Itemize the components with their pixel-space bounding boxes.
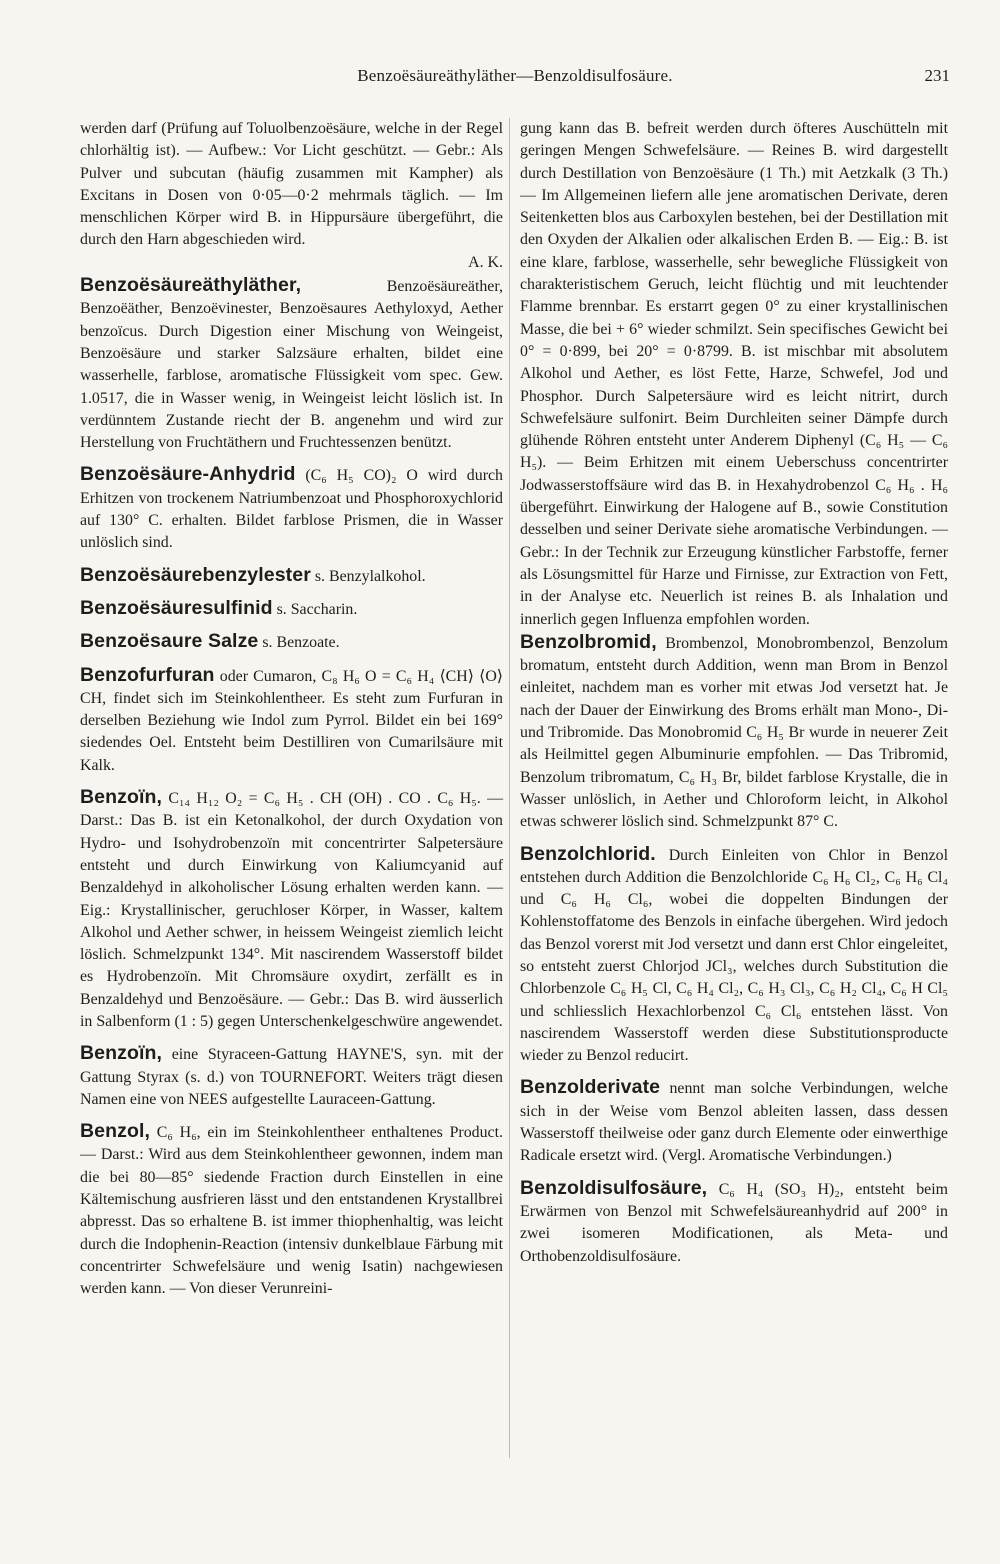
entry-body: s. Benzylalkohol. [310,567,426,585]
entry-headword: Benzol, [80,1120,151,1143]
entry-headword: Benzoësäurebenzylester [80,563,311,586]
entry-headword: Benzofurfuran [80,663,215,686]
entry-body: nennt man solche Verbindungen, welche sich in der Weise vom Benzol ableiten lassen, dass dessen Wasserstoff theilweise oder ganz durch Elemente oder einwerthige Radicale ersetzt wird. (Vergl. Aromatische Verbindungen.) [520,1080,948,1165]
text-paragraph: werden darf (Prüfung auf Toluolbenzoësäure, welche in der Regel chlorhältig ist). — Aufbew.: Vor Licht geschützt. — Gebr.: Als Pulver und subcutan (häufig zusammen mit Kampher) als Excitans in Dosen von 0·05—0·2 mehrmals täglich. — Im menschlichen Körper wird B. in Hippursäure übergeführt, die durch den Harn abgeschieden wird. [80,120,503,249]
entry-body: Brombenzol, Monobrombenzol, Benzolum bromatum, entsteht durch Addition, wenn man Brom in Benzol einleitet, nachdem man es vorher mit etwas Jod versetzt hat. Je nach der Dauer der Einwirkung des Broms erhält man Mono-, Di- und Tribromide. Das Monobromid C₆ H₅ Br wurde in neuerer Zeit als Heilmittel gegen Albuminurie empfohlen. — Das Tribromid, Benzolum tribromatum, C₆ H₃ Br, bildet farblose Krystalle, die in Wasser unlöslich, in Aether und Chloroform leicht, in Alkohol etwas schwerer löslich sind. Schmelzpunkt 87° C. [520,634,948,831]
dictionary-entry [520,843,948,1068]
left-column [80,118,503,1301]
entry-body: C₁₄ H₁₂ O₂ = C₆ H₅ . CH (OH) . CO . C₆ H₅. — Darst.: Das B. ist ein Ketonalkohol, der durch Oxydation von Hydro- und Isohydrobenzoïn mit concentrirter Salpetersäure entsteht und durch Einwirkung von Kaliumcyanid auf Benzaldehyd in alkoholischer Lösung erhalten werden kann. — Eig.: Krystallinischer, geruchloser Körper, in Wasser, kaltem Alkohol und Aether schwer, in heissem Weingeist ziemlich leicht löslich. Schmelzpunkt 134°. Mit nascirendem Wasserstoff bildet es Hydrobenzoïn. Mit Chromsäure oxydirt, zerfällt es in Benzaldehyd und Benzoësäure. — Gebr.: Das B. wird äusserlich in Salbenform (1 : 5) gegen Unterschenkelgeschwüre angewendet. [80,790,503,1030]
entry-body: Benzoësäureäther, Benzoëäther, Benzoëvinester, Benzoësaures Aethyloxyd, Aether benzoïcus. Durch Digestion einer Mischung von Weingeist, Benzoësäure und starker Salzsäure erhalten, bildet eine wasserhelle, farblose, aromatische Flüssigkeit vom spec. Gew. 1.0517, die in Wasser wenig, in Weingeist leicht löslich ist. In verdünntem Zustande riecht der B. angenehm und wird zur Herstellung von Fruchtäthern und Fruchtessenzen benützt. [80,278,503,452]
entry-headword: Benzoësäureäthyläther, [80,274,302,297]
author-signature: A. K. [468,253,503,271]
entry-headword: Benzoldisulfosäure, [520,1176,708,1199]
entry-body: s. Benzoate. [258,634,340,652]
entry-body: Durch Einleiten von Chlor in Benzol entstehen durch Addition die Benzolchloride C₆ H₆ Cl₂, C₆ H₆ Cl₄ und C₆ H₆ Cl₆, wobei die doppelten Bindungen der Kohlenstoffatome des Benzols in einfache übergehen. Wird jedoch das Benzol vorerst mit Jod versetzt und dann erst Chlor eingeleitet, so entsteht zuerst Chlorjod JCl₃, welches durch Substitution die Chlorbenzole C₆ H₅ Cl, C₆ H₄ Cl₂, C₆ H₃ Cl₃, C₆ H₂ Cl₄, C₆ H Cl₅ und schliesslich Hexachlorbenzol C₆ Cl₆ entstehen lässt. Von nascirendem Wasserstoff werden diese Substitutionsproducte wieder zu Benzol reducirt. [520,846,948,1065]
entry-body: C₆ H₆, ein im Steinkohlentheer enthaltenes Product. — Darst.: Wird aus dem Steinkohlentheer gewonnen, indem man die bei 80—85° siedende Fraction durch Einstellen in eine Kältemischung ausfrieren lässt und den entstandenen Krystallbrei abpresst. Das so erhaltene B. ist immer thiophenhaltig, was leicht durch die Indophenin-Reaction (intensiv dunkelblaue Färbung mit concentrirter Schwefelsäure und wenig Isatin) nachgewiesen werden kann. — Von dieser Verunreini- [80,1124,503,1298]
running-header [80,66,950,90]
entry-body: eine Styraceen-Gattung HAYNE'S, syn. mit der Gattung Styrax (s. d.) von TOURNEFORT. Weiters trägt diesen Namen eine von NEES aufgestellte Lauraceen-Gattung. [80,1046,503,1108]
dictionary-entry [80,274,503,454]
dictionary-entry [520,631,948,834]
entry-headword: Benzoësaure Salze [80,630,259,653]
entry-headword: Benzolbromid, [520,630,657,653]
entry-headword: Benzoïn, [80,1042,163,1065]
page-number: 231 [924,66,950,85]
entry-body: C₆ H₄ (SO₃ H)₂, entsteht beim Erwärmen von Benzol mit Schwefelsäureanhydrid auf 200° in zwei isomeren Modificationen, als Meta- und Orthobenzoldisulfosäure. [520,1180,948,1265]
entry-headword: Benzoïn, [80,786,163,809]
dictionary-entry [80,1120,503,1300]
entry-headword: Benzolchlorid. [520,842,656,865]
entry-headword: Benzolderivate [520,1076,661,1099]
dictionary-entry [80,463,503,554]
dictionary-entry [80,786,503,1033]
dictionary-entry [520,1076,948,1167]
dictionary-entry [520,1177,948,1268]
right-column [520,118,948,1268]
dictionary-entry [80,1042,503,1111]
column-divider [509,118,510,1458]
entry-body: oder Cumaron, C₈ H₆ O = C₆ H₄ ⟨CH⟩ ⟨O⟩ CH, findet sich im Steinkohlentheer. Es steht zum Furfuran in derselben Beziehung wie Indol zum Pyrrol. Bildet ein bei 169° siedendes Oel. Entsteht beim Destilliren von Cumarilsäure mit Kalk. [80,667,503,774]
entry-body: s. Saccharin. [272,600,358,618]
entry-body: (C₆ H₅ CO)₂ O wird durch Erhitzen von trockenem Natriumbenzoat und Phosphoroxychlorid auf 130° C. erhalten. Bildet farblose Prismen, die in Wasser unlöslich sind. [80,467,503,552]
entry-headword: Benzoësäuresulfinid [80,596,273,619]
text-paragraph: gung kann das B. befreit werden durch öfteres Auschütteln mit geringen Mengen Schwefelsäure. — Reines B. wird dargestellt durch Destillation von Benzoësäure (1 Th.) mit Aetzkalk (3 Th.) — Im Allgemeinen liefern alle jene aromatischen Derivate, deren Seitenketten blos aus Carboxylen bestehen, bei der Destillation mit den Oxyden der Alkalien oder alkalischen Erden B. — Eig.: B. ist eine klare, farblose, wasserhelle, sehr bewegliche Flüssigkeit von charakteristischem Geruch, leicht flüchtig und mit leuchtender Flamme brennbar. Es erstarrt gegen 0° zu einer krystallinischen Masse, die bei + 6° wieder schmilzt. Sein specifisches Gewicht bei 0° = 0·899, bei 20° = 0·8799. B. ist mischbar mit absolutem Alkohol und Aether, es löst Fette, Harze, Schwefel, Jod und Phosphor. Durch Salpetersäure wird es leicht nitrirt, durch Schwefelsäure sulfonirt. Beim Durchleiten seiner Dämpfe durch glühende Röhren entsteht unter Anderem Diphenyl (C₆ H₅ — C₆ H₅). — Beim Erhitzen mit einem Ueberschuss concentrirter Jodwasserstoffsäure wird das B. in Hexahydrobenzol C₆ H₆ . H₆ übergeführt. Einwirkung der Halogene auf B., sowie Constitution desselben und seiner Derivate siehe aromatische Verbindungen. — Gebr.: In der Technik zur Erzeugung künstlicher Farbstoffe, ferner als Lösungsmittel für Harze und Firnisse, zur Extraction von Fett, in der Analyse etc. Neuerlich ist reines B. als Inhalation und innerlich gegen Influenza empfohlen worden. [520,120,948,628]
dictionary-entry [80,664,503,777]
entry-headword: Benzoësäure-Anhydrid [80,463,296,486]
dictionary-entry [80,564,503,588]
running-title: Benzoësäureäthyläther—Benzoldisulfosäure. [357,66,673,85]
dictionary-entry [80,630,503,654]
dictionary-entry [80,597,503,621]
